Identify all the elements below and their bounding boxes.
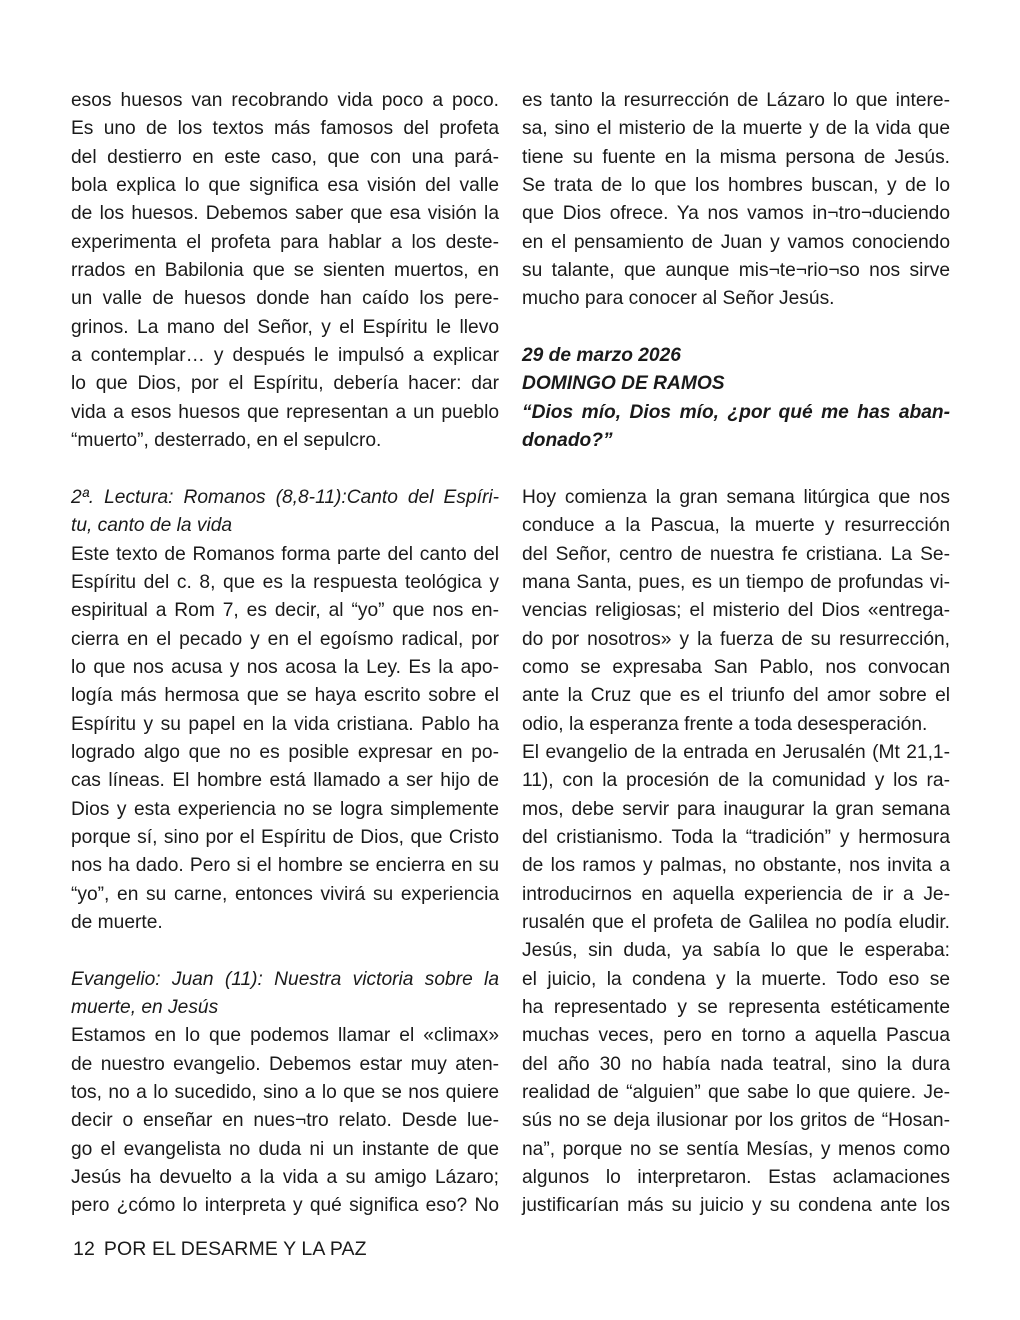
- text-line: ante la Cruz que es el triunfo del amor sobre el: [522, 685, 950, 707]
- page-number: 12: [73, 1238, 95, 1260]
- page-footer: [73, 1237, 367, 1261]
- text-line: Espíritu del c. 8, que es la respuesta teológica y: [71, 571, 499, 593]
- text-line: “muerto”, desterrado, en el sepulcro.: [71, 430, 382, 452]
- text-line: do por nosotros» y la fuerza de su resurrección,: [522, 628, 950, 650]
- text-line: tiene su fuente en la misma persona de Jesús.: [522, 146, 950, 168]
- text-line: Es uno de los textos más famosos del profeta: [71, 118, 499, 140]
- text-line: Hoy comienza la gran semana litúrgica que nos: [522, 486, 950, 508]
- section-quote-title: [522, 399, 950, 456]
- spacer: [71, 455, 499, 483]
- text-line: rrados en Babilonia que se sienten muertos, en: [71, 260, 499, 282]
- text-line: es tanto la resurrección de Lázaro lo que intere-: [522, 90, 950, 111]
- text-line: El evangelio de la entrada en Jerusalén (Mt 21,1-: [522, 741, 950, 763]
- text-line: del cristianismo. Toda la “tradición” y hermosura: [522, 826, 950, 848]
- text-line: del Señor, centro de nuestra fe cristiana. La Se-: [522, 543, 950, 565]
- text-line: introducirnos en aquella experiencia de ir a Je-: [522, 883, 950, 905]
- text-line: el juicio, la condena y la muerte. Todo eso se: [522, 968, 950, 990]
- heading-second-reading: [71, 484, 499, 541]
- text-line: sa, sino el misterio de la muerte y de la vida que: [522, 118, 950, 140]
- text-line: Jesús ha devuelto a la vida a su amigo Lázaro;: [71, 1167, 499, 1189]
- text-line: Este texto de Romanos forma parte del canto del: [71, 543, 499, 565]
- text-line: 11), con la procesión de la comunidad y los ra-: [522, 770, 950, 792]
- text-line: rusalén que el profeta de Galilea no podía eludir.: [522, 911, 950, 933]
- text-line: Jesús, sin duda, ya sabía lo que le esperaba:: [522, 940, 950, 962]
- spacer: [71, 937, 499, 965]
- heading-gospel: [71, 966, 499, 1023]
- paragraph-holy-week: [522, 484, 950, 739]
- paragraph-jerusalem-entry: [522, 739, 950, 1221]
- text-line: cierra en el pecado y en el egoísmo radical, por: [71, 628, 499, 650]
- text-line: muchas veces, pero en torno a aquella Pascua: [522, 1025, 950, 1047]
- text-line: como se expresaba San Pablo, nos convocan: [522, 656, 950, 678]
- paragraph-ezekiel: [71, 87, 499, 455]
- right-column: [522, 87, 950, 1221]
- text-line: sús no se deja ilusionar por los gritos de “Hosan-: [522, 1110, 950, 1132]
- left-column: [71, 87, 499, 1221]
- text-line: logrado algo que no es posible expresar en po-: [71, 741, 499, 763]
- text-line: decir o enseñar en nues¬tro relato. Desde lue-: [71, 1110, 499, 1132]
- paragraph-gospel-continued: [522, 87, 950, 314]
- section-day-title: DOMINGO DE RAMOS: [522, 373, 725, 395]
- text-line: de los huesos. Debemos saber que esa visión la: [71, 203, 499, 225]
- text-line: Evangelio: Juan (11): Nuestra victoria sobre la: [71, 968, 499, 990]
- text-line: un valle de huesos donde han caído los pere-: [71, 288, 499, 310]
- text-line: esos huesos van recobrando vida poco a poco.: [71, 90, 499, 111]
- text-line: en el pensamiento de Juan y vamos conociendo: [522, 231, 950, 253]
- text-line: porque sí, sino por el Espíritu de Dios, que Cristo: [71, 826, 499, 848]
- text-line: Se trata de lo que los hombres buscan, y de lo: [522, 175, 950, 197]
- text-line: conduce a la Pascua, la muerte y resurrección: [522, 515, 950, 537]
- spacer: [522, 314, 950, 342]
- text-line: de muerte.: [71, 911, 163, 933]
- text-line: vida a esos huesos que representan a un pueblo: [71, 401, 499, 423]
- text-line: realidad de “alguien” que sabe lo que quiere. Je-: [522, 1082, 950, 1104]
- paragraph-romans: [71, 541, 499, 938]
- spacer: [522, 455, 950, 483]
- text-line: su talante, que aunque mis¬te¬rio¬so nos sirve: [522, 260, 950, 282]
- text-line: go el evangelista no duda ni un instante de que: [71, 1138, 499, 1160]
- text-line: odio, la esperanza frente a toda desesperación.: [522, 713, 928, 735]
- text-line: de los ramos y palmas, no obstante, nos invita a: [522, 855, 950, 877]
- text-line: Dios y esta experiencia no se logra simplemente: [71, 798, 499, 820]
- text-line: vencias religiosas; el misterio del Dios «entrega-: [522, 600, 950, 622]
- text-line: algunos lo interpretaron. Estas aclamaciones: [522, 1167, 950, 1189]
- text-line: mucho para conocer al Señor Jesús.: [522, 288, 835, 310]
- text-line: ha representado y se representa estéticamente: [522, 997, 950, 1018]
- text-line: 2ª. Lectura: Romanos (8,8-11):Canto del Espíri-: [71, 486, 499, 508]
- text-line: muerte, en Jesús: [71, 997, 219, 1018]
- paragraph-gospel: [71, 1022, 499, 1220]
- text-line: lo que Dios, por el Espíritu, debería hacer: dar: [71, 373, 499, 395]
- text-line: del destierro en este caso, que con una pará-: [71, 146, 499, 168]
- text-line: pero ¿cómo lo interpreta y qué significa eso? No: [71, 1195, 499, 1217]
- text-line: grinos. La mano del Señor, y el Espíritu le llevo: [71, 316, 499, 338]
- text-line: logía más hermosa que se haya escrito sobre el: [71, 685, 499, 707]
- publication-title: POR EL DESARME Y LA PAZ: [103, 1238, 367, 1260]
- text-line: donado?”: [522, 430, 613, 452]
- text-line: del año 30 no había nada teatral, sino la dura: [522, 1053, 950, 1075]
- text-line: tu, canto de la vida: [71, 515, 233, 537]
- text-line: nos ha dado. Pero si el hombre se encierra en su: [71, 855, 499, 877]
- text-line: Estamos en lo que podemos llamar el «climax»: [71, 1025, 499, 1047]
- text-line: na”, porque no se sentía Mesías, y menos como: [522, 1138, 950, 1160]
- text-line: tos, no a lo sucedido, sino a lo que se nos quiere: [71, 1082, 499, 1104]
- text-line: mana Santa, pues, es un tiempo de profundas vi-: [522, 571, 950, 593]
- text-line: justificarían más su juicio y su condena ante los: [522, 1195, 950, 1217]
- section-date: 29 de marzo 2026: [522, 345, 681, 367]
- text-line: cas líneas. El hombre está llamado a ser hijo de: [71, 770, 499, 792]
- text-line: Espíritu y su papel en la vida cristiana. Pablo ha: [71, 713, 499, 735]
- text-line: mos, debe servir para inaugurar la gran semana: [522, 798, 950, 820]
- text-line: “Dios mío, Dios mío, ¿por qué me has aban-: [522, 401, 950, 423]
- text-line: “yo”, en su carne, entonces vivirá su experiencia: [71, 883, 499, 905]
- text-line: lo que nos acusa y nos acosa la Ley. Es la apo-: [71, 656, 499, 678]
- text-line: espiritual a Rom 7, es decir, al “yo” que nos en-: [71, 600, 499, 622]
- text-line: bola explica lo que significa esa visión del valle: [71, 175, 499, 197]
- text-line: de nuestro evangelio. Debemos estar muy aten-: [71, 1053, 499, 1075]
- text-line: a contemplar… y después le impulsó a explicar: [71, 345, 499, 367]
- text-line: experimenta el profeta para hablar a los deste-: [71, 231, 499, 253]
- text-line: que Dios ofrece. Ya nos vamos in¬tro¬duciendo: [522, 203, 950, 225]
